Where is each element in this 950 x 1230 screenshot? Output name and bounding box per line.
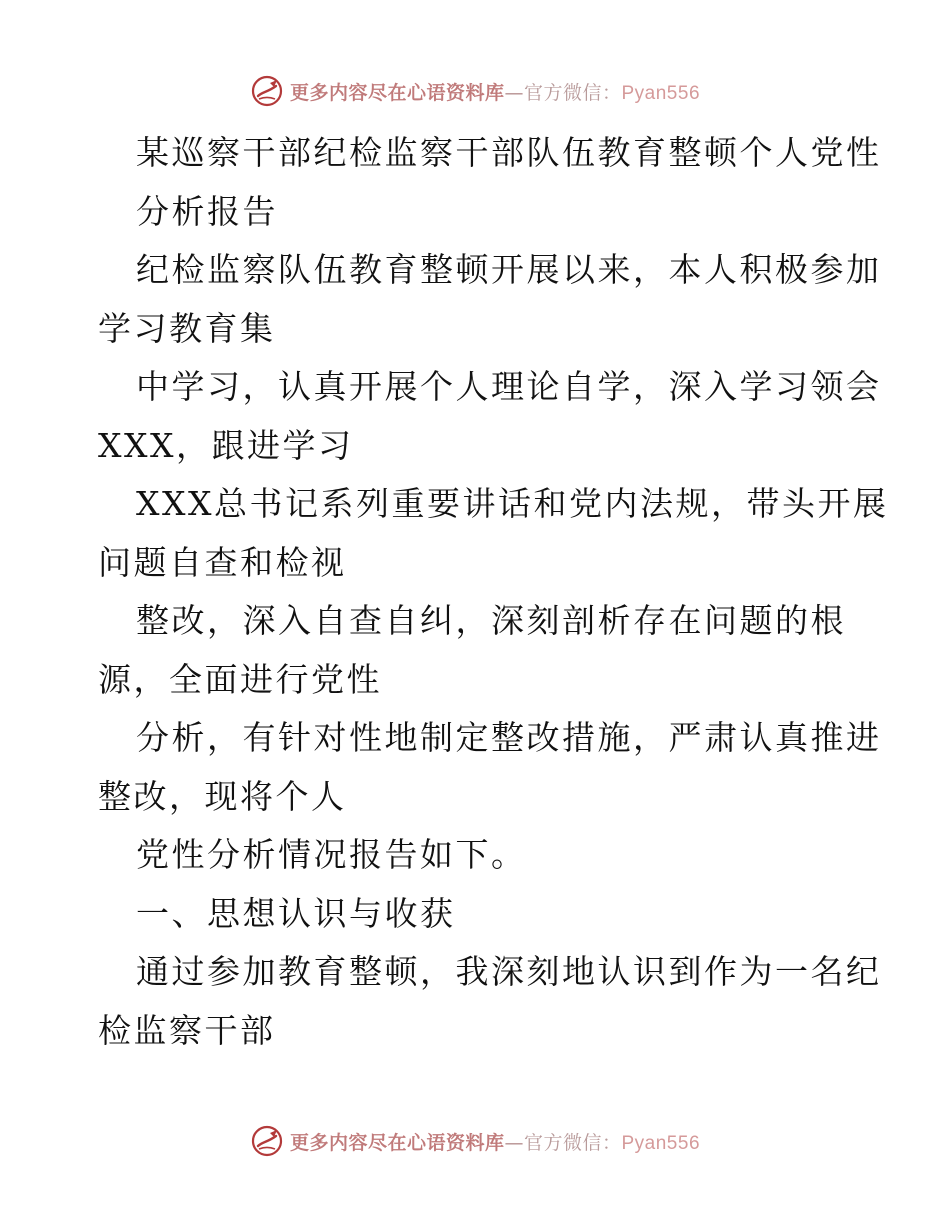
- watermark-wechat-label: 官方微信：: [523, 1131, 622, 1154]
- watermark-wechat-id: Pyan556: [621, 1132, 701, 1154]
- paragraph-line: 通过参加教育整顿，我深刻地认识到作为一名纪: [136, 952, 882, 991]
- paragraph-line: 纪检监察队伍教育整顿开展以来，本人积极参加: [136, 250, 882, 289]
- watermark-site-text: 更多内容尽在心语资料库: [289, 1131, 505, 1154]
- paragraph-line: 中学习，认真开展个人理论自学，深入学习领会: [136, 367, 882, 406]
- document-body: [98, 124, 889, 1060]
- paragraph-line: 检监察干部: [98, 1010, 276, 1050]
- footer-watermark: [0, 1121, 950, 1161]
- paragraph-line: 整改，深入自查自纠，深刻剖析存在问题的根: [136, 601, 846, 640]
- book-pen-logo-icon: [250, 74, 284, 108]
- section-heading: 一、思想认识与收获: [136, 893, 456, 933]
- watermark-site-text: 更多内容尽在心语资料库: [289, 81, 505, 104]
- paragraph-line: 分析，有针对性地制定整改措施，严肃认真推进: [136, 718, 882, 757]
- header-watermark: [0, 71, 950, 111]
- watermark-wechat-label: 官方微信：: [523, 81, 622, 104]
- book-pen-logo-icon: [250, 1124, 284, 1158]
- paragraph-line: XXX，跟进学习: [98, 425, 354, 465]
- paragraph-line: 党性分析情况报告如下。: [136, 835, 527, 874]
- watermark-text: [290, 78, 700, 105]
- paragraph-line: 整改，现将个人: [98, 776, 347, 816]
- paragraph-line: XXX总书记系列重要讲话和党内法规，带头开展: [136, 484, 889, 523]
- paragraph-line: 学习教育集: [98, 308, 276, 348]
- watermark-separator: —: [504, 1131, 524, 1154]
- paragraph-line: 问题自查和检视: [98, 542, 347, 582]
- doc-title-line-2: 分析报告: [136, 191, 278, 231]
- paragraph-line: 源，全面进行党性: [98, 659, 382, 699]
- watermark-text: [290, 1128, 700, 1155]
- doc-title-line-1: 某巡察干部纪检监察干部队伍教育整顿个人党性: [136, 133, 882, 172]
- watermark-separator: —: [504, 81, 524, 104]
- watermark-wechat-id: Pyan556: [621, 82, 701, 104]
